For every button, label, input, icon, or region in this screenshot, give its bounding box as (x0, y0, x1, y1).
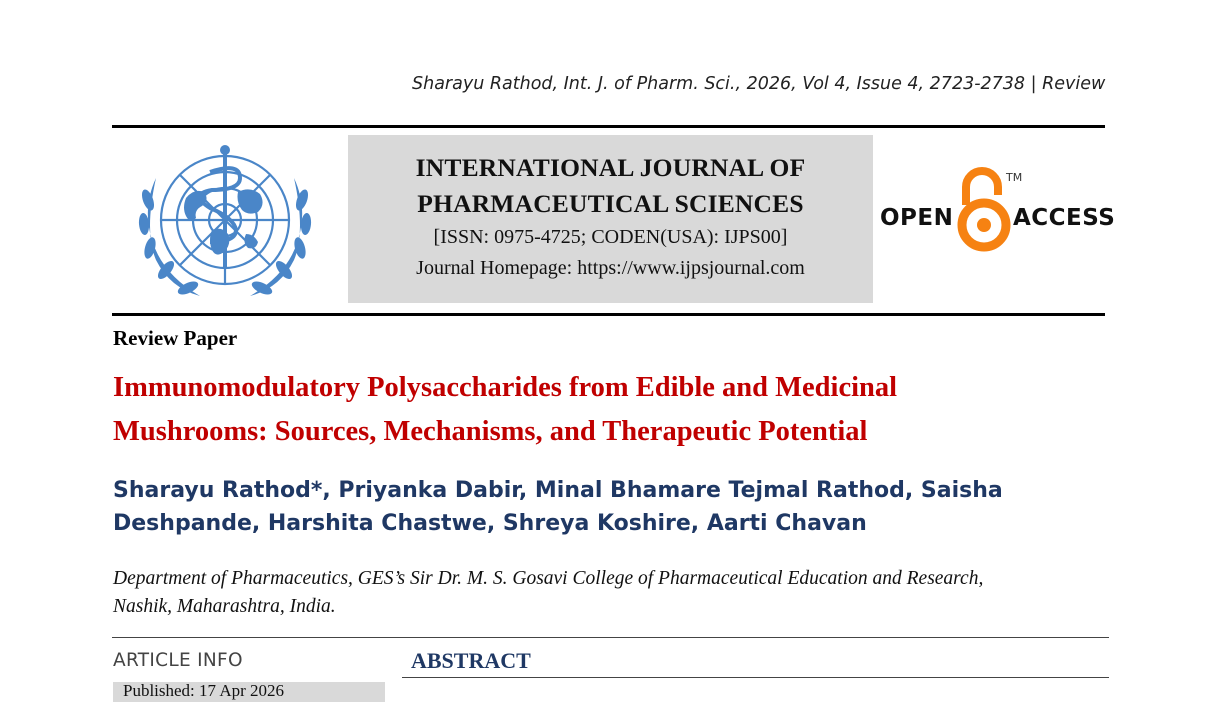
journal-issn: [ISSN: 0975-4725; CODEN(USA): IJPS00] (433, 226, 788, 248)
open-access-word-open: OPEN (880, 205, 954, 231)
author-list-line-1: Sharayu Rathod*, Priyanka Dabir, Minal Bhamare Tejmal Rathod, Saisha (113, 478, 1003, 503)
journal-title-line-1: INTERNATIONAL JOURNAL OF (415, 153, 806, 182)
affiliation-line-1: Department of Pharmaceutics, GES’s Sir Dr. M. S. Gosavi College of Pharmaceutical Education and Research, (113, 568, 984, 589)
open-access-tm: TM (1006, 171, 1023, 184)
abstract-underline (402, 677, 1109, 678)
published-date: Published: 17 Apr 2026 (113, 682, 385, 702)
author-list-line-2: Deshpande, Harshita Chastwe, Shreya Koshire, Aarti Chavan (113, 511, 867, 536)
journal-title-line-2: PHARMACEUTICAL SCIENCES (417, 189, 804, 218)
article-type-label: Review Paper (113, 326, 238, 350)
affiliation-line-2: Nashik, Maharashtra, India. (113, 596, 336, 617)
article-info-heading: ARTICLE INFO (113, 650, 243, 671)
article-title (113, 366, 1063, 454)
header-rule-bottom (112, 313, 1105, 316)
un-emblem-logo (126, 138, 324, 306)
journal-homepage: Journal Homepage: https://www.ijpsjournal.com (416, 257, 805, 279)
affiliation (113, 565, 1113, 621)
section-divider (112, 637, 1109, 638)
open-access-word-access: ACCESS (1013, 205, 1116, 231)
author-list (113, 474, 1033, 540)
open-access-logo (880, 165, 1116, 255)
abstract-heading: ABSTRACT (411, 648, 531, 673)
journal-masthead (348, 135, 873, 303)
running-head: Sharayu Rathod, Int. J. of Pharm. Sci., 2026, Vol 4, Issue 4, 2723-2738 | Review (412, 74, 1106, 94)
header-rule-top (112, 125, 1105, 128)
article-title-line-1: Immunomodulatory Polysaccharides from Edible and Medicinal (113, 372, 898, 403)
article-title-line-2: Mushrooms: Sources, Mechanisms, and Therapeutic Potential (113, 416, 868, 447)
